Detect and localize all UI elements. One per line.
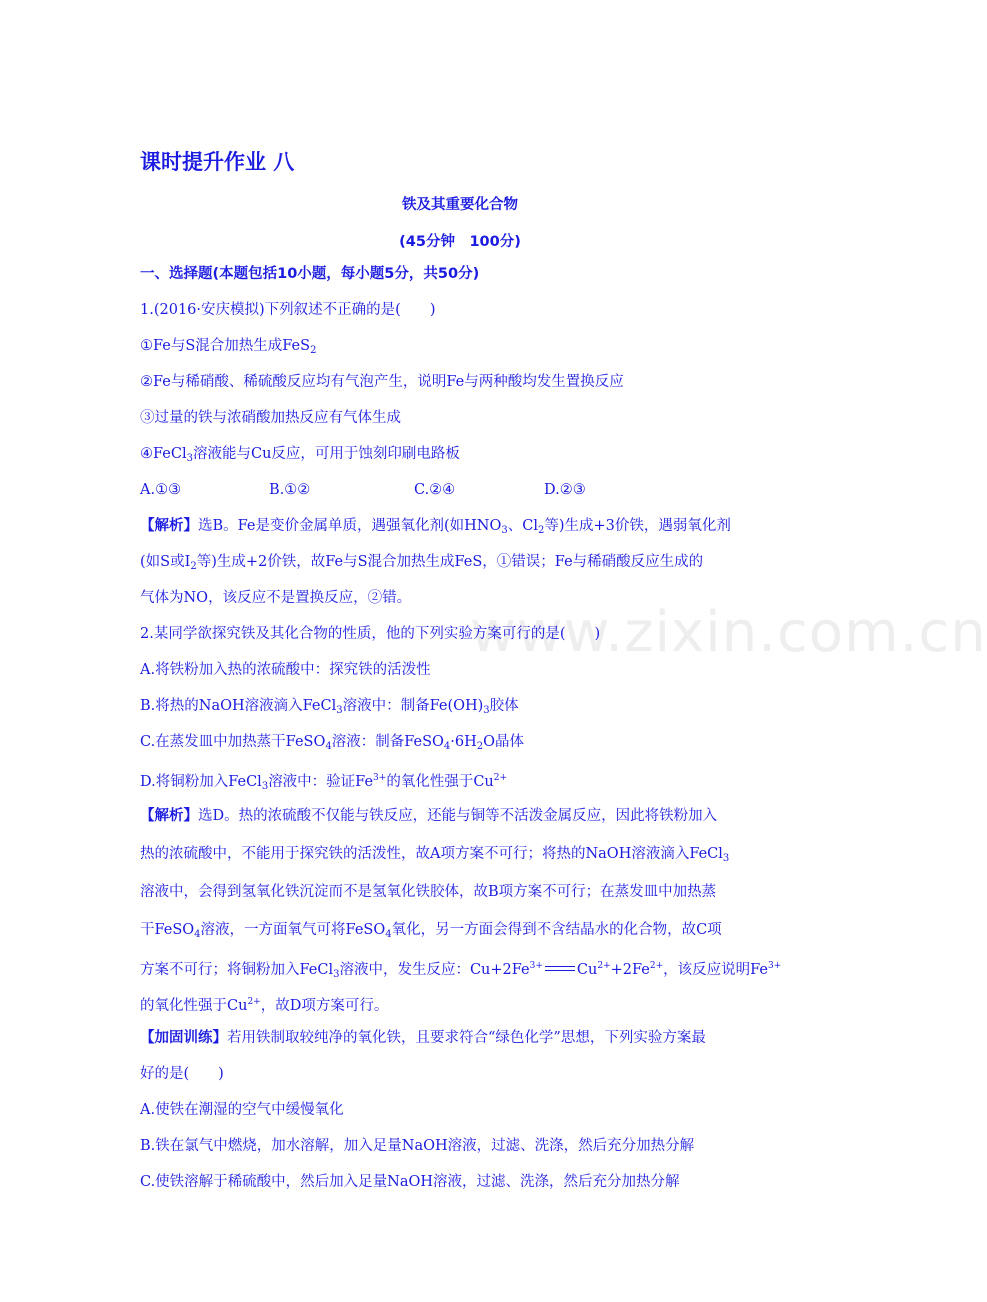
lesson-subtitle: 铁及其重要化合物 <box>402 197 518 213</box>
q3-stem-line-2: 好的是( ) <box>140 1066 224 1082</box>
q1-option-b: B.①② <box>269 482 311 498</box>
q1-option-d: D.②③ <box>544 482 586 498</box>
q1-options <box>140 480 640 500</box>
q1-statement-4: ④FeCl$_3$溶液能与Cu反应，可用于蚀刻印刷电路板 <box>140 446 460 464</box>
q3-option-b: B.铁在氯气中燃烧，加水溶解，加入足量NaOH溶液，过滤、洗涤，然后充分加热分解 <box>140 1138 695 1154</box>
q1-statement-3: ③过量的铁与浓硝酸加热反应有气体生成 <box>140 410 401 426</box>
q3-stem-line-1: 【加固训练】若用铁制取较纯净的氧化铁，且要求符合“绿色化学”思想，下列实验方案最 <box>140 1030 706 1046</box>
q1-option-a: A.①③ <box>140 482 182 498</box>
q2-stem: 2.某同学欲探究铁及其化合物的性质，他的下列实验方案可行的是( ) <box>140 626 601 642</box>
q1-answer-line-2: (如S或$I_2$等)生成+2价铁，故Fe与S混合加热生成FeS，①错误；Fe与稀硝酸反应生成的 <box>140 554 704 572</box>
q2-answer-line-1: 【解析】选D。热的浓硫酸不仅能与铁反应，还能与铜等不活泼金属反应，因此将铁粉加入 <box>140 808 718 824</box>
q2-answer-line-6: 的氧化性强于$Cu^{2+}$，故D项方案可行。 <box>140 997 389 1014</box>
equals-sign <box>545 966 575 971</box>
q2-answer-line-5: 方案不可行；将铜粉加入FeCl$_3$溶液中，发生反应：$Cu+2Fe^{3+}$ $Cu^{2+}+2Fe^{2+}$，该反应说明$Fe^{3+}$ <box>140 961 782 980</box>
q2-option-c: C.在蒸发皿中加热蒸干FeSO$_4$溶液：制备$FeSO_4\cdot 6H_2O$晶体 <box>140 734 525 752</box>
q2-option-a: A.将铁粉加入热的浓硫酸中：探究铁的活泼性 <box>140 662 431 678</box>
q2-answer-line-4: 干FeSO$_4$溶液，一方面氧气可将FeSO$_4$氧化，另一方面会得到不含结晶水的化合物，故C项 <box>140 922 722 940</box>
q1-statement-1: ①Fe与S混合加热生成FeS$_2$ <box>140 338 317 356</box>
time-score: (45分钟 100分) <box>399 234 521 250</box>
section-heading: 一、选择题(本题包括10小题，每小题5分，共50分) <box>140 266 480 282</box>
q2-answer-line-2: 热的浓硫酸中，不能用于探究铁的活泼性，故A项方案不可行；将热的NaOH溶液滴入FeCl$_3$ <box>140 846 730 864</box>
q1-option-c: C.②④ <box>414 482 456 498</box>
q1-stem: 1.(2016·安庆模拟)下列叙述不正确的是( ) <box>140 302 436 318</box>
q2-option-b: B.将热的NaOH溶液滴入FeCl$_3$溶液中：制备$Fe(OH)_3$胶体 <box>140 698 519 716</box>
q1-answer-line-1: 【解析】选B。Fe是变价金属单质，遇强氧化剂(如$HNO_3$、$Cl_2$等)生成+3价铁，遇弱氧化剂 <box>140 518 731 536</box>
page-title: 课时提升作业 八 <box>140 150 295 174</box>
q2-option-d: D.将铜粉加入FeCl$_3$溶液中：验证$Fe^{3+}$的氧化性强于$Cu^{2+}$ <box>140 773 508 792</box>
q3-option-a: A.使铁在潮湿的空气中缓慢氧化 <box>140 1102 344 1118</box>
q2-answer-line-3: 溶液中，会得到氢氧化铁沉淀而不是氢氧化铁胶体，故B项方案不可行；在蒸发皿中加热蒸 <box>140 884 717 900</box>
q1-statement-2: ②Fe与稀硝酸、稀硫酸反应均有气泡产生，说明Fe与两种酸均发生置换反应 <box>140 374 624 390</box>
q3-option-c: C.使铁溶解于稀硫酸中，然后加入足量NaOH溶液，过滤、洗涤，然后充分加热分解 <box>140 1174 680 1190</box>
watermark: www.zixin.com.cn <box>470 600 987 665</box>
q1-answer-line-3: 气体为NO，该反应不是置换反应，②错。 <box>140 590 412 606</box>
